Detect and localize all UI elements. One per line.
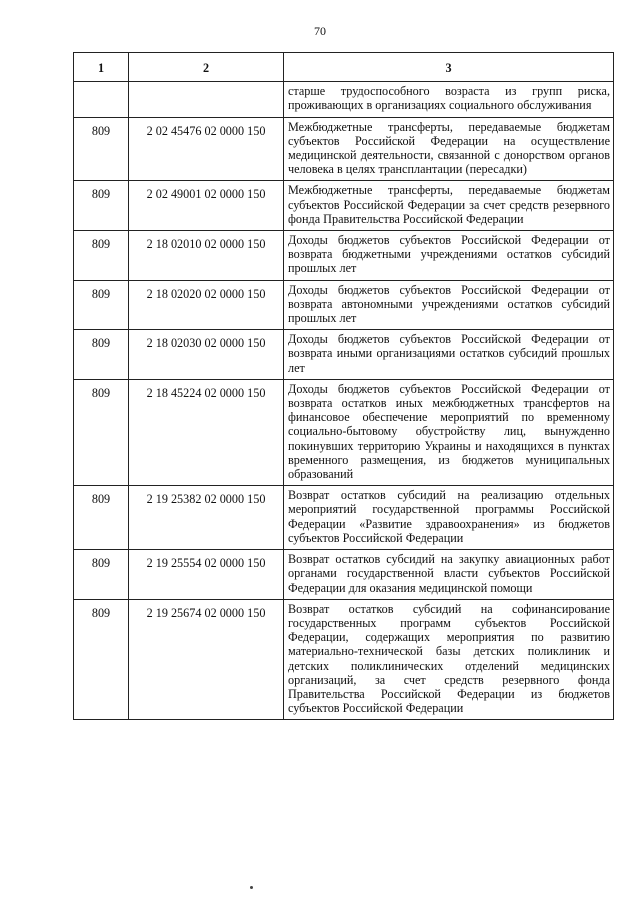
admin-code-cell: 809: [74, 280, 129, 330]
admin-code-cell: 809: [74, 330, 129, 380]
table-row: [74, 330, 614, 380]
description-cell: Доходы бюджетов субъектов Российской Федерации от возврата иными организациями остатков субсидий прошлых лет: [284, 330, 614, 380]
table-row: [74, 117, 614, 181]
table-body: [74, 82, 614, 720]
page-number: 70: [314, 24, 326, 38]
budget-code-cell: 2 18 02010 02 0000 150: [129, 231, 284, 281]
description-cell: Доходы бюджетов субъектов Российской Федерации от возврата остатков иных межбюджетных трансфертов на финансовое обеспечение мероприятий по временному социально-бытовому обустройству лиц, вынужденно покинувших территорию Украины и находящихся в пунктах временного размещения, из бюджетов муниципальных образований: [284, 379, 614, 485]
admin-code-cell: 809: [74, 181, 129, 231]
budget-code-cell: [129, 82, 284, 117]
admin-code-cell: 809: [74, 550, 129, 600]
admin-code-cell: 809: [74, 117, 129, 181]
description-cell: Межбюджетные трансферты, передаваемые бюджетам субъектов Российской Федерации за счет средств резервного фонда Правительства Российской Федерации: [284, 181, 614, 231]
table-row: [74, 231, 614, 281]
table-row: [74, 599, 614, 720]
budget-code-cell: 2 19 25382 02 0000 150: [129, 486, 284, 550]
table-header: [74, 53, 614, 82]
budget-code-cell: 2 18 02030 02 0000 150: [129, 330, 284, 380]
budget-code-cell: 2 02 45476 02 0000 150: [129, 117, 284, 181]
budget-code-cell: 2 19 25554 02 0000 150: [129, 550, 284, 600]
table-row: [74, 82, 614, 117]
description-cell: старше трудоспособного возраста из групп риска, проживающих в организациях социального обслуживания: [284, 82, 614, 117]
budget-code-cell: 2 18 02020 02 0000 150: [129, 280, 284, 330]
scan-mark: [250, 886, 253, 889]
budget-code-cell: 2 19 25674 02 0000 150: [129, 599, 284, 720]
description-cell: Возврат остатков субсидий на закупку авиационных работ органами государственной власти субъектов Российской Федерации для оказания медицинской помощи: [284, 550, 614, 600]
table-row: [74, 280, 614, 330]
budget-codes-table: [73, 52, 614, 720]
budget-code-cell: 2 02 49001 02 0000 150: [129, 181, 284, 231]
budget-code-cell: 2 18 45224 02 0000 150: [129, 379, 284, 485]
description-cell: Возврат остатков субсидий на реализацию отдельных мероприятий государственной программы Российской Федерации «Развитие здравоохранения» из бюджетов субъектов Российской Федерации: [284, 486, 614, 550]
admin-code-cell: 809: [74, 599, 129, 720]
description-cell: Возврат остатков субсидий на софинансирование государственных программ субъектов Российской Федерации, содержащих мероприятия по развитию материально-технической базы детских поликлиник и детских поликлинических отделений медицинских организаций, за счет средств резервного фонда Правительства Российской Федерации из бюджетов субъектов Российской Федерации: [284, 599, 614, 720]
description-cell: Доходы бюджетов субъектов Российской Федерации от возврата бюджетными учреждениями остатков субсидий прошлых лет: [284, 231, 614, 281]
admin-code-cell: 809: [74, 231, 129, 281]
table-row: [74, 181, 614, 231]
table-row: [74, 486, 614, 550]
admin-code-cell: 809: [74, 379, 129, 485]
column-header-2: 2: [129, 53, 284, 82]
header-row: [74, 53, 614, 82]
admin-code-cell: 809: [74, 486, 129, 550]
admin-code-cell: [74, 82, 129, 117]
column-header-1: 1: [74, 53, 129, 82]
description-cell: Межбюджетные трансферты, передаваемые бюджетам субъектов Российской Федерации на осуществление медицинской деятельности, связанной с донорством органов человека в целях трансплантации (пересадки): [284, 117, 614, 181]
column-header-3: 3: [284, 53, 614, 82]
table-row: [74, 550, 614, 600]
description-cell: Доходы бюджетов субъектов Российской Федерации от возврата автономными учреждениями остатков субсидий прошлых лет: [284, 280, 614, 330]
table-row: [74, 379, 614, 485]
